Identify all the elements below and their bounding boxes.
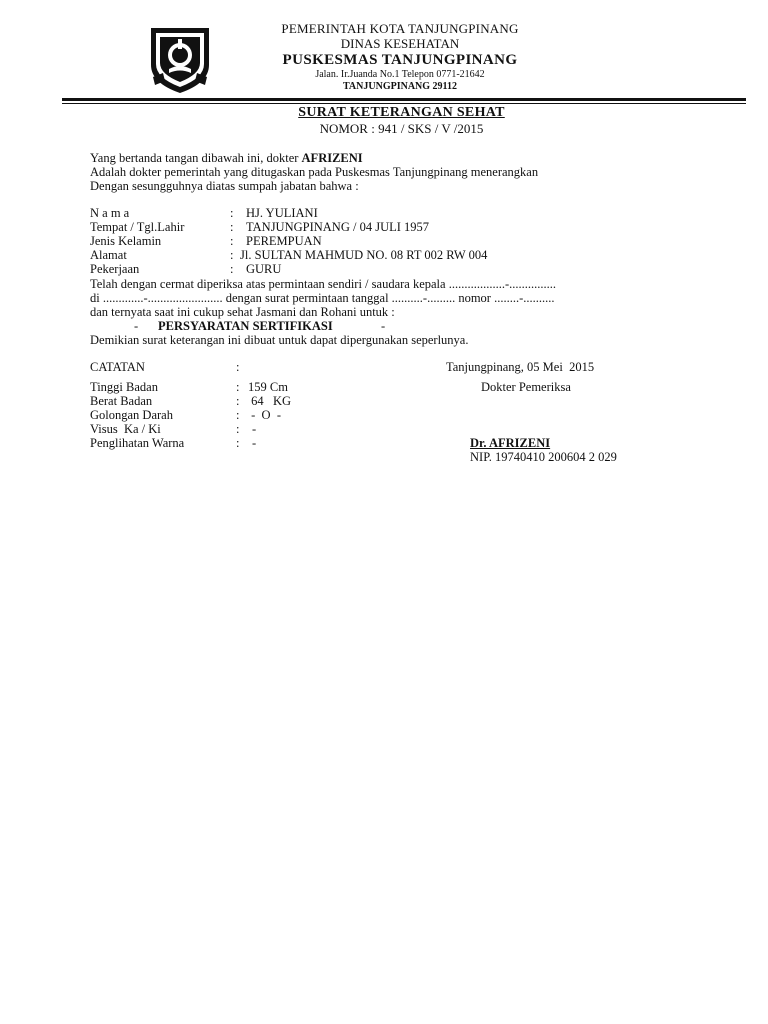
document-title [0, 105, 768, 137]
letterhead-department: DINAS KESEHATAN [340, 35, 460, 51]
city-emblem-icon [147, 25, 213, 95]
signature-nip: NIP. 19740410 200604 2 029 [470, 450, 617, 464]
note-colon: : [236, 408, 240, 422]
note-value-blood-type: - O - [248, 408, 281, 422]
letterhead-address: Jalan. Ir.Juanda No.1 Telepon 0771-21642 [315, 69, 485, 81]
document-heading: SURAT KETERANGAN SEHAT [298, 105, 505, 120]
intro-prefix: Yang bertanda tangan dibawah ini, dokter [90, 151, 302, 165]
note-label-color-vision: Penglihatan Warna [90, 436, 185, 450]
intro-line-2: Adalah dokter pemerintah yang ditugaskan pada Puskesmas Tanjungpinang menerangkan [90, 165, 539, 179]
purpose-dash-right: - [381, 319, 386, 333]
note-label-visus: Visus Ka / Ki [90, 422, 161, 436]
note-value-weight: 64 KG [248, 394, 292, 408]
identity-colon: : [230, 262, 234, 276]
identity-value-gender: PEREMPUAN [246, 234, 322, 248]
purpose-text: PERSYARATAN SERTIFIKASI [158, 319, 333, 333]
identity-label-birth: Tempat / Tgl.Lahir [90, 220, 185, 234]
identity-label-occupation: Pekerjaan [90, 262, 140, 276]
body-line-3: dan ternyata saat ini cukup sehat Jasmani dan Rohani untuk : [90, 305, 395, 319]
note-label-blood-type: Golongan Darah [90, 408, 173, 422]
intro-line-1 [90, 151, 363, 165]
letterhead [230, 22, 570, 92]
letterhead-government: PEMERINTAH KOTA TANJUNGPINANG [281, 21, 519, 36]
notes-colon: : [236, 360, 240, 374]
letterhead-divider-thick [62, 98, 746, 101]
letterhead-institution: PUSKESMAS TANJUNGPINANG [282, 51, 518, 68]
identity-value-occupation: GURU [246, 262, 282, 276]
identity-label-gender: Jenis Kelamin [90, 234, 162, 248]
signature-role: Dokter Pemeriksa [481, 380, 571, 394]
body-line-2: di .............-........................ dengan surat permintaan tanggal ..........-......... nomor ........-.......... [90, 291, 555, 305]
note-colon: : [236, 380, 240, 394]
note-colon: : [236, 436, 240, 450]
document-number: NOMOR : 941 / SKS / V /2015 [319, 121, 484, 136]
identity-colon: : [230, 248, 234, 262]
identity-colon: : [230, 234, 234, 248]
note-label-height: Tinggi Badan [90, 380, 158, 394]
letterhead-divider-thin [62, 103, 746, 104]
closing-line: Demikian surat keterangan ini dibuat untuk dapat dipergunakan seperlunya. [90, 333, 469, 347]
note-value-height: 159 Cm [248, 380, 288, 394]
letterhead-city: TANJUNGPINANG 29112 [343, 80, 457, 92]
body-line-1: Telah dengan cermat diperiksa atas permintaan sendiri / saudara kepala ..................-............... [90, 277, 556, 291]
doctor-name: AFRIZENI [301, 151, 363, 165]
intro-line-3: Dengan sesungguhnya diatas sumpah jabatan bahwa : [90, 179, 359, 193]
identity-label-name: N a m a [90, 206, 130, 220]
identity-label-address: Alamat [90, 248, 127, 262]
identity-value-name: HJ. YULIANI [246, 206, 318, 220]
notes-label: CATATAN [90, 360, 145, 374]
signature-place-date: Tanjungpinang, 05 Mei 2015 [446, 360, 595, 374]
note-label-weight: Berat Badan [90, 394, 153, 408]
identity-colon: : [230, 220, 234, 234]
note-value-color-vision: - [252, 436, 257, 450]
identity-colon: : [230, 206, 234, 220]
note-colon: : [236, 422, 240, 436]
identity-value-birth: TANJUNGPINANG / 04 JULI 1957 [246, 220, 430, 234]
identity-value-address: Jl. SULTAN MAHMUD NO. 08 RT 002 RW 004 [240, 248, 488, 262]
note-colon: : [236, 394, 240, 408]
note-value-visus: - [252, 422, 257, 436]
purpose-dash-left: - [134, 319, 139, 333]
signature-name: Dr. AFRIZENI [470, 436, 551, 450]
